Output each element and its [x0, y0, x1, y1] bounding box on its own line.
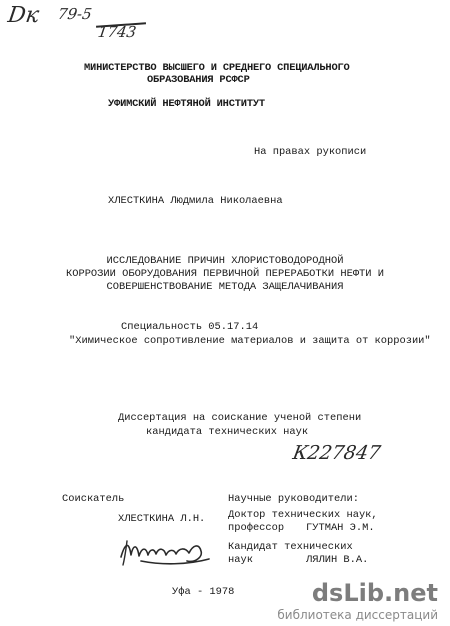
watermark-caption: библиотека диссертаций: [277, 608, 438, 622]
author-name: ХЛЕСТКИНА Людмила Николаевна: [108, 195, 283, 207]
applicant-signature: [117, 535, 213, 569]
specialty-name: "Химическое сопротивление материалов и защита от коррозии": [69, 335, 431, 347]
ministry-line-1: МИНИСТЕРСТВО ВЫСШЕГО И СРЕДНЕГО СПЕЦИАЛЬНОГО: [84, 62, 350, 74]
supervisor-1-title: Доктор технических наук,: [228, 509, 378, 521]
ministry-line-2: ОБРАЗОВАНИЯ РСФСР: [147, 74, 250, 86]
degree-line-2: кандидата технических наук: [146, 426, 309, 438]
watermark-logo: dsLib.net: [311, 579, 438, 607]
applicant-name: ХЛЕСТКИНА Л.Н.: [118, 513, 206, 525]
degree-line-1: Диссертация на соискание ученой степени: [118, 412, 362, 424]
manuscript-note: На правах рукописи: [254, 146, 367, 158]
supervisors-label: Научные руководители:: [228, 493, 359, 505]
stamp-fraction-bottom: 1743: [96, 23, 138, 41]
supervisor-1-name: ГУТМАН Э.М.: [306, 522, 375, 534]
inventory-number: К227847: [291, 442, 383, 464]
stamp-fraction-top: 79-5: [56, 5, 93, 23]
specialty-code: Специальность 05.17.14: [121, 321, 259, 333]
library-code-stamp: Dк: [6, 3, 41, 28]
dslib-watermark: [277, 580, 438, 622]
thesis-title-line-2: КОРРОЗИИ ОБОРУДОВАНИЯ ПЕРВИЧНОЙ ПЕРЕРАБОТКИ НЕФТИ И: [65, 268, 384, 280]
institute-name: УФИМСКИЙ НЕФТЯНОЙ ИНСТИТУТ: [108, 98, 265, 110]
supervisor-1-rank: профессор: [228, 522, 285, 534]
city-year: Уфа - 1978: [172, 586, 235, 598]
supervisor-2-title-1: Кандидат технических: [228, 541, 353, 553]
supervisor-2-name: ЛЯЛИН В.А.: [306, 554, 369, 566]
supervisor-2-title-2: наук: [228, 554, 253, 566]
thesis-title-line-1: ИССЛЕДОВАНИЕ ПРИЧИН ХЛОРИСТОВОДОРОДНОЙ: [106, 255, 344, 267]
thesis-title-line-3: СОВЕРШЕНСТВОВАНИЕ МЕТОДА ЗАЩЕЛАЧИВАНИЯ: [106, 281, 344, 293]
applicant-label: Соискатель: [62, 493, 125, 505]
